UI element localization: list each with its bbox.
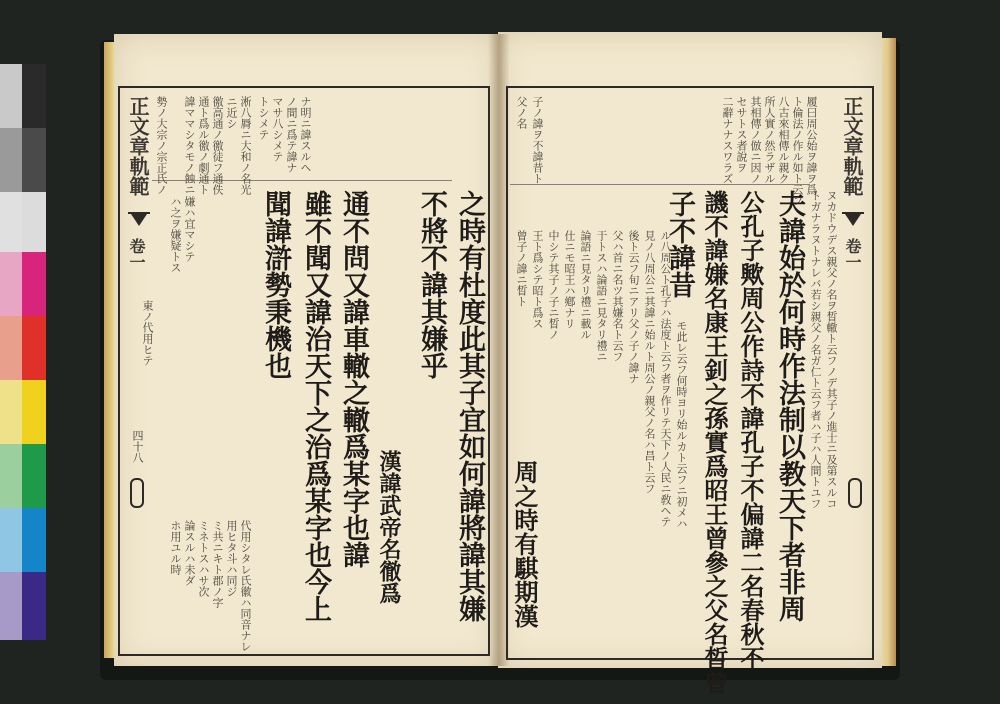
- left-main-col-3: 通不問又諱車轍之轍爲某字也諱: [338, 190, 369, 568]
- left-upper-note-4: 通ト爲ル徼ノ劇通ト: [197, 96, 210, 195]
- right-commentary-15: 父ノ名: [515, 96, 528, 129]
- left-sub-heading: 漢諱武帝名徹爲: [376, 450, 402, 604]
- right-commentary-13: 曾子ノ諱ニ晳ト: [515, 230, 528, 307]
- color-calibration-strip: [0, 64, 46, 640]
- left-fishtail-mark: [128, 212, 150, 230]
- right-commentary-1: ヌカドウデス親父ノ名ヲ晳轍ト云フノデ其子ノ進士ニ及第スルコ: [825, 190, 838, 509]
- right-header-note-4: 所人實ノ然ラザル: [763, 96, 776, 184]
- right-page-title: 正文章軌範: [840, 96, 864, 196]
- left-commentary-9: 論スルハ未ダ: [183, 520, 196, 586]
- left-commentary-2: ハ之ヲ嫌疑トス: [169, 196, 182, 273]
- left-upper-note-3: 徼高通ノ徼徒フ通佚: [211, 96, 224, 195]
- left-commentary-6: 用ヒタ斗ハ同ジ: [225, 520, 238, 597]
- right-main-col-3: 譏不諱嫌名康王釗之孫實爲昭王曾參之父名晳曾: [700, 190, 729, 694]
- swatch-cyan: [22, 508, 46, 572]
- right-commentary-14: 子ノ諱ヲ不諱昔ト: [531, 96, 544, 184]
- left-commentary-1: 嫌ハ宜マシテ: [183, 196, 196, 262]
- right-commentary-11: 中シテ其子ノ子ニ晳ノ: [547, 230, 560, 340]
- left-commentary-3: 勢ノ大宗ノ宗正氏ノ: [155, 96, 168, 195]
- right-commentary-4: ル八周公ト孔子ハ法度ト云フ者ヲ作リテ天下ノ人民ニ敎ヘテ: [659, 230, 672, 527]
- right-fishtail-mark: [842, 212, 864, 230]
- right-main-col-1: 夫諱始於何時作法制以教天下者非周: [774, 190, 805, 622]
- left-main-col-5: 聞諱滸勢秉機也: [260, 190, 291, 379]
- right-header-note-2: ト倫法ノ作ル如ト云フ: [791, 96, 804, 206]
- swatch-white-1: [0, 192, 22, 252]
- right-leaf-ring: [848, 478, 862, 508]
- right-header-note-7: 二辭ナナスワラズ: [721, 96, 734, 184]
- swatch-pale-green: [0, 444, 22, 508]
- swatch-pale-yellow: [0, 380, 22, 444]
- left-leaf-ring: [130, 478, 144, 508]
- left-commentary-4: 東ノ代用ヒテ: [141, 300, 154, 366]
- left-upper-note-2: ニ近シ: [225, 96, 238, 129]
- right-header-note-5: 其相傳ノ倣ニ因ノ: [749, 96, 762, 184]
- left-commentary-5: 代用シタレ氏徽ハ同音ナレ: [239, 520, 252, 652]
- left-page-volume: 卷一: [127, 238, 146, 270]
- swatch-black-1: [22, 64, 46, 128]
- left-upper-note-7: ノ間ニ爲テ諱ナ: [285, 96, 298, 173]
- left-main-col-4: 雖不聞又諱治天下之治爲某字也今上: [300, 190, 331, 622]
- swatch-pink: [0, 252, 22, 316]
- swatch-gray-2: [0, 128, 22, 192]
- right-commentary-7: 父ハ首ニ名ツ其嫌名ト云フ: [611, 230, 624, 362]
- right-main-col-4: 子不諱昔: [664, 190, 695, 298]
- left-leaf-number: 四十八: [131, 430, 144, 463]
- left-page-title: 正文章軌範: [126, 96, 150, 196]
- swatch-pale-cyan: [0, 508, 22, 572]
- left-main-col-1: 之時有杜度此其子宜如何諱將諱其嫌: [454, 190, 485, 622]
- swatch-red: [22, 316, 46, 380]
- left-upper-note-1: 淅八脣ニ大和ノ名光: [239, 96, 252, 195]
- swatch-white-2: [22, 192, 46, 252]
- swatch-magenta: [22, 252, 46, 316]
- right-page-volume: 卷一: [843, 238, 862, 270]
- left-upper-note-8: マサ八シメテ: [271, 96, 284, 162]
- right-header-note-3: 八古來相傳ル親ク: [777, 96, 790, 184]
- left-upper-note-5: 諱ママシタモノ蝕ニ: [183, 96, 196, 195]
- left-upper-note-9: トシメテ: [257, 96, 270, 140]
- right-main-col-5: 周之時有騏期漢: [510, 460, 539, 628]
- swatch-yellow: [22, 380, 46, 444]
- right-header-note-1: 履曰周公始ヲ諱ヲ爲: [805, 96, 818, 195]
- right-commentary-9: 論語ニ見タリ禮ニ載ル: [579, 230, 592, 340]
- swatch-lavender: [0, 572, 22, 640]
- right-commentary-8: 于トスハ論語ニ見タリ禮ニ: [595, 230, 608, 362]
- right-commentary-2: トガナラヌトナレバ若シ親父ノ名ガ仁ト云フ者ハ子ハ人間トユフ: [809, 190, 822, 509]
- left-commentary-10: ホ用ユル時: [169, 520, 182, 575]
- swatch-green: [22, 444, 46, 508]
- right-commentary-10: 仕ニモ昭王ハ鄕ナリ: [563, 230, 576, 329]
- right-header-note-6: セサトス者說ヲ: [735, 96, 748, 173]
- swatch-gray-3: [22, 128, 46, 192]
- swatch-purple: [22, 572, 46, 640]
- left-upper-note-6: ナ明ニ諱スルヘ: [299, 96, 312, 173]
- swatch-gray-1: [0, 64, 22, 128]
- right-commentary-3: モ此レ云フ何時ヨリ始ルカト云フニ初メハ: [675, 320, 688, 529]
- right-commentary-5: 見ノ八周公ニ其諱ニ始ルト周公ノ親父ノ名ハ昌ト云フ: [643, 230, 656, 494]
- left-main-col-2: 不將不諱其嫌乎: [416, 190, 447, 379]
- swatch-salmon: [0, 316, 22, 380]
- right-commentary-6: 後ト云フ旬ニアリ父ノ子ノ諱ナ: [627, 230, 640, 384]
- left-commentary-8: ミネトスハサ次: [197, 520, 210, 597]
- right-main-col-2: 公孔子歟周公作詩不諱孔子不偏諱二名春秋不: [736, 190, 765, 670]
- right-commentary-12: 王ト爲シテ昭ト爲ス: [531, 230, 544, 329]
- left-commentary-7: ミ共ニキト郡ノ字: [211, 520, 224, 608]
